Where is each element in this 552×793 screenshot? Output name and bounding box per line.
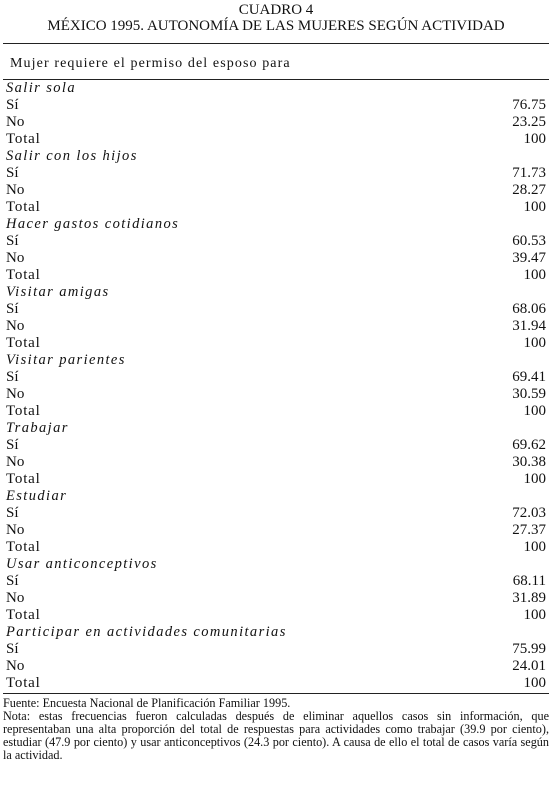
row-value: 68.06	[512, 301, 546, 317]
table-row	[0, 267, 552, 284]
table-row	[0, 369, 552, 386]
row-value: 100	[523, 131, 546, 147]
table-row	[0, 165, 552, 182]
methodology-note: Nota: estas frecuencias fueron calculadas después de eliminar aquellos casos sin información, que representaban una alta proporción del total de respuestas para actividades como trabajar (39.9 por ciento), estudiar (47.9 por ciento) y usar anticonceptivos (24.3 por ciento). A causa de ello el total de casos varía según la actividad.	[3, 709, 549, 762]
table-row	[0, 335, 552, 352]
source-note: Fuente: Encuesta Nacional de Planificación Familiar 1995.	[3, 696, 291, 710]
table-row	[0, 114, 552, 131]
table-row	[0, 403, 552, 420]
row-label: Sí	[6, 233, 19, 249]
row-value: 24.01	[512, 658, 546, 674]
row-value: 39.47	[512, 250, 546, 266]
row-label: No	[6, 454, 25, 470]
activity-heading: Visitar parientes	[6, 352, 126, 368]
row-label: Sí	[6, 301, 19, 317]
row-label: No	[6, 318, 25, 334]
activity-heading: Trabajar	[6, 420, 69, 436]
activity-heading: Visitar amigas	[6, 284, 110, 300]
row-value: 100	[523, 403, 546, 419]
table-row	[0, 675, 552, 692]
column-header: Mujer requiere el permiso del esposo para	[10, 56, 291, 71]
row-label: Sí	[6, 369, 19, 385]
table-row	[0, 233, 552, 250]
footnotes	[0, 697, 552, 762]
table-row	[0, 97, 552, 114]
table-title: MÉXICO 1995. AUTONOMÍA DE LAS MUJERES SEGÚN ACTIVIDAD	[47, 18, 505, 34]
table-row	[0, 318, 552, 335]
row-value: 100	[523, 335, 546, 351]
row-label: Total	[6, 607, 41, 623]
row-label: No	[6, 182, 25, 198]
row-label: No	[6, 386, 25, 402]
row-label: Sí	[6, 641, 19, 657]
row-label: Sí	[6, 437, 19, 453]
row-label: No	[6, 114, 25, 130]
top-rule	[3, 43, 549, 44]
table-row	[0, 182, 552, 199]
row-label: Total	[6, 675, 41, 691]
row-value: 100	[523, 675, 546, 691]
row-value: 100	[523, 607, 546, 623]
row-label: No	[6, 590, 25, 606]
table-body	[0, 80, 552, 692]
table-row	[0, 522, 552, 539]
row-label: Total	[6, 131, 41, 147]
row-value: 75.99	[512, 641, 546, 657]
table-row	[0, 505, 552, 522]
table-number: CUADRO 4	[238, 2, 314, 18]
activity-heading: Salir sola	[6, 80, 76, 96]
row-value: 69.62	[512, 437, 546, 453]
row-value: 100	[523, 199, 546, 215]
row-label: Total	[6, 539, 41, 555]
row-label: Total	[6, 267, 41, 283]
table-row	[0, 131, 552, 148]
table-row	[0, 573, 552, 590]
row-label: Total	[6, 403, 41, 419]
table-row	[0, 437, 552, 454]
row-label: Sí	[6, 97, 19, 113]
row-value: 76.75	[512, 97, 546, 113]
row-label: Total	[6, 471, 41, 487]
activity-heading: Hacer gastos cotidianos	[6, 216, 180, 232]
row-label: No	[6, 250, 25, 266]
row-label: Sí	[6, 505, 19, 521]
row-value: 69.41	[512, 369, 546, 385]
table-row	[0, 641, 552, 658]
activity-heading: Estudiar	[6, 488, 68, 504]
table-row	[0, 539, 552, 556]
table-row	[0, 658, 552, 675]
row-value: 100	[523, 471, 546, 487]
table-row	[0, 454, 552, 471]
bottom-rule	[3, 693, 549, 694]
row-label: No	[6, 658, 25, 674]
table-row	[0, 301, 552, 318]
table-row	[0, 199, 552, 216]
row-label: Sí	[6, 573, 19, 589]
row-value: 100	[523, 267, 546, 283]
row-value: 28.27	[512, 182, 546, 198]
row-value: 68.11	[512, 573, 546, 589]
table-row	[0, 590, 552, 607]
row-value: 71.73	[512, 165, 546, 181]
activity-heading: Salir con los hijos	[6, 148, 138, 164]
row-value: 23.25	[512, 114, 546, 130]
row-label: Total	[6, 335, 41, 351]
row-value: 30.38	[512, 454, 546, 470]
table-row	[0, 386, 552, 403]
row-value: 60.53	[512, 233, 546, 249]
table-row	[0, 471, 552, 488]
activity-heading: Participar en actividades comunitarias	[6, 624, 287, 640]
row-value: 100	[523, 539, 546, 555]
row-value: 30.59	[512, 386, 546, 402]
table-row	[0, 250, 552, 267]
row-value: 27.37	[512, 522, 546, 538]
row-label: Total	[6, 199, 41, 215]
row-value: 31.89	[512, 590, 546, 606]
row-value: 72.03	[512, 505, 546, 521]
row-value: 31.94	[512, 318, 546, 334]
table-row	[0, 607, 552, 624]
row-label: No	[6, 522, 25, 538]
row-label: Sí	[6, 165, 19, 181]
activity-heading: Usar anticonceptivos	[6, 556, 158, 572]
